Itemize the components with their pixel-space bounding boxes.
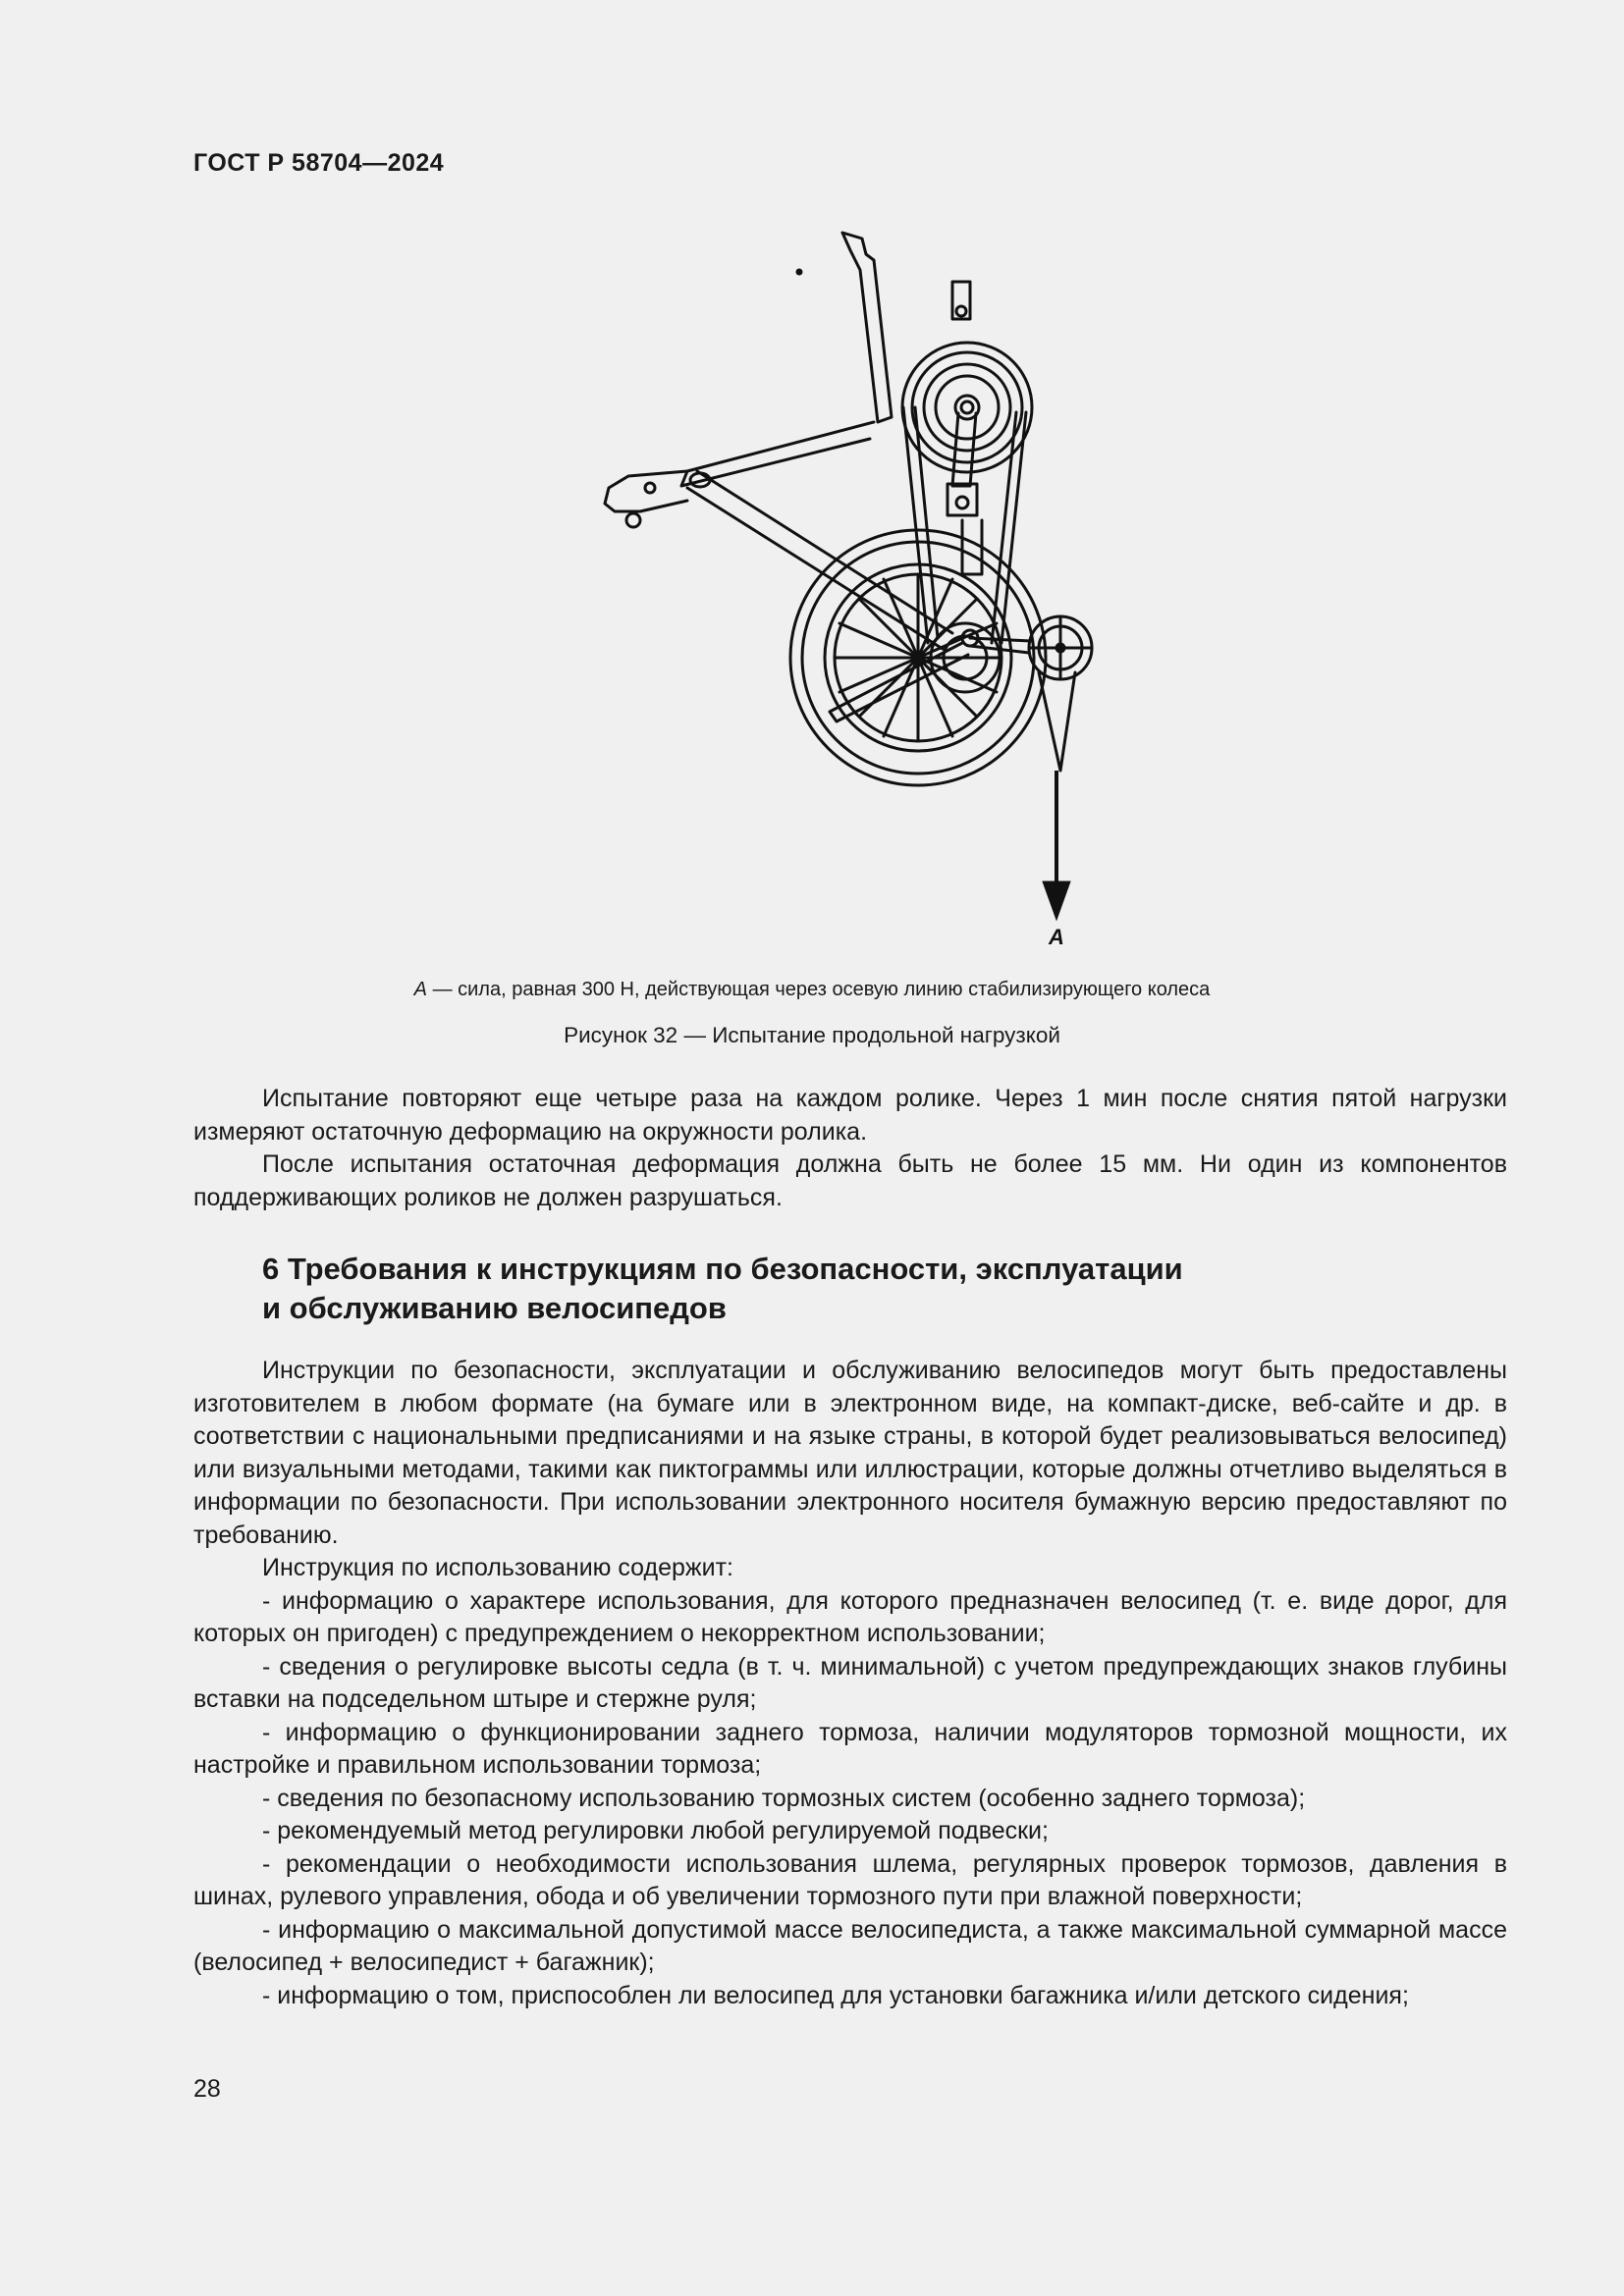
section-body — [193, 1355, 1507, 2012]
list-item: - сведения по безопасному использованию тормозных систем (особенно заднего тормоза); — [262, 1784, 1306, 1812]
section-intro-paragraph: Инструкции по безопасности, эксплуатации и обслуживанию велосипедов могут быть предоставлены изготовителем в любом формате (на бумаге или в электронном виде, на компакт-диске, веб-сайте и др. в соответствии с национальными предписаниями и на языке страны, в которой будет реализовываться велосипед) или визуальными методами, такими как пиктограммы или иллюстрации, которые должны отчетливо выделяться в информации по безопасности. При использовании электронного носителя бумажную версию предоставляют по требованию. — [193, 1357, 1507, 1549]
list-item: - информацию о характере использования, для которого предназначен велосипед (т. е. виде дорог, для которых он пригоден) с предупреждением о некорректном использовании; — [193, 1586, 1507, 1647]
bicycle-stabilizer-drawing — [579, 221, 1129, 947]
paragraph: После испытания остаточная деформация должна быть не более 15 мм. Ни один из компонентов поддерживающих роликов не должен разрушаться. — [193, 1150, 1507, 1211]
force-arrow-label: A — [1049, 925, 1064, 947]
figure-caption: Рисунок 32 — Испытание продольной нагрузкой — [564, 1023, 1060, 1047]
section-title-line2: и обслуживанию велосипедов — [262, 1291, 727, 1325]
list-item: - рекомендуемый метод регулировки любой регулируемой подвески; — [262, 1817, 1049, 1844]
page-number: 28 — [193, 2075, 221, 2103]
figure-legend — [0, 979, 1624, 1001]
list-item: - информацию о функционировании заднего тормоза, наличии модуляторов тормозной мощности, их настройке и правильном использовании тормоза; — [193, 1718, 1507, 1779]
figure-longitudinal-load-test — [579, 221, 1129, 947]
list-intro: Инструкция по использованию содержит: — [262, 1554, 733, 1581]
list-item: - информацию о том, приспособлен ли велосипед для установки багажника и/или детского сидения; — [262, 1981, 1409, 2009]
section-heading — [262, 1250, 1440, 1328]
legend-text: — сила, равная 300 Н, действующая через осевую линию стабилизирующего колеса — [427, 979, 1211, 1000]
section-title-line1: 6 Требования к инструкциям по безопасности, эксплуатации — [262, 1252, 1183, 1286]
list-item: - информацию о максимальной допустимой массе велосипедиста, а также максимальной суммарной массе (велосипед + велосипедист + багажник); — [193, 1915, 1507, 1976]
list-item: - сведения о регулировке высоты седла (в т. ч. минимальной) с учетом предупреждающих знаков глубины вставки на подседельном штыре и стержне руля; — [193, 1652, 1507, 1713]
paragraphs-before-section — [193, 1083, 1507, 1214]
document-code-header: ГОСТ Р 58704—2024 — [193, 149, 445, 177]
legend-symbol: A — [413, 979, 428, 1000]
paragraph: Испытание повторяют еще четыре раза на каждом ролике. Через 1 мин после снятия пятой нагрузки измеряют остаточную деформацию на окружности ролика. — [193, 1085, 1507, 1146]
list-item: - рекомендации о необходимости использования шлема, регулярных проверок тормозов, давления в шинах, рулевого управления, обода и об увеличении тормозного пути при влажной поверхности; — [193, 1849, 1507, 1910]
